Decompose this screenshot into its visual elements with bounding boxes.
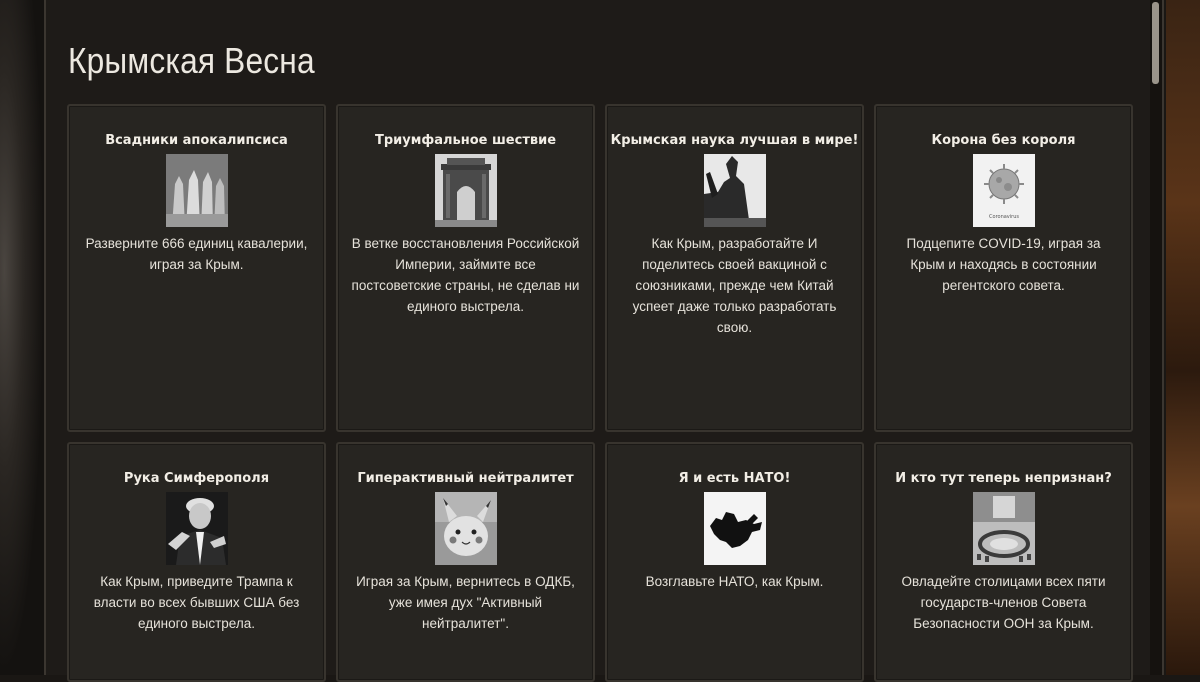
scrollbar-track[interactable]	[1150, 0, 1162, 675]
un-council-chamber-icon	[973, 492, 1035, 565]
pointing-man-icon	[166, 492, 228, 565]
achievement-card[interactable]	[874, 104, 1133, 432]
icon-caption: Coronavirus	[988, 214, 1019, 220]
achievement-title: Рука Симферополя	[123, 471, 270, 486]
achievement-description: Как Крым, приведите Трампа к власти во всех бывших США без единого выстрела.	[93, 574, 300, 631]
achievement-title: Я и есть НАТО!	[678, 471, 791, 486]
triumphal-arch-icon	[435, 154, 497, 227]
achievements-grid	[67, 104, 1135, 675]
achievement-description: В ветке восстановления Российской Империи, займите все постсоветские страны, не сделав ни единого выстрела.	[351, 236, 580, 314]
achievement-card[interactable]	[605, 442, 864, 682]
achievement-description: Подцепите COVID-19, играя за Крым и находясь в состоянии регентского совета.	[906, 236, 1101, 293]
achievement-title: Всадники апокалипсиса	[105, 133, 288, 148]
page-title: Крымская Весна	[68, 40, 315, 81]
achievement-card[interactable]	[336, 104, 595, 432]
achievement-description: Возглавьте НАТО, как Крым.	[645, 574, 824, 589]
achievement-title: Гиперактивный нейтралитет	[357, 471, 574, 486]
achievement-card[interactable]	[874, 442, 1133, 682]
background-left-art	[0, 0, 44, 675]
pikachu-icon	[435, 492, 497, 565]
crimea-map-icon	[704, 492, 766, 565]
scrollbar-thumb[interactable]	[1152, 2, 1159, 84]
achievement-card[interactable]	[605, 104, 864, 432]
achievements-panel	[44, 0, 1164, 675]
coronavirus-icon	[973, 154, 1035, 227]
achievement-description: Как Крым, разработайте И поделитесь своей вакциной с союзниками, прежде чем Китай успеет даже только разработать свою.	[632, 236, 837, 335]
achievement-title: Крымская наука лучшая в мире!	[610, 133, 859, 148]
horsemen-statue-icon	[166, 154, 228, 227]
achievement-title: Корона без короля	[931, 133, 1076, 148]
achievement-description: Разверните 666 единиц кавалерии, играя за Крым.	[85, 236, 308, 272]
achievement-description: Овладейте столицами всех пяти государств-членов Совета Безопасности ООН за Крым.	[901, 574, 1106, 631]
achievement-card[interactable]	[67, 442, 326, 682]
achievement-card[interactable]	[67, 104, 326, 432]
achievement-title: И кто тут теперь непризнан?	[895, 471, 1112, 486]
achievement-title: Триумфальное шествие	[374, 133, 557, 148]
achievement-description: Играя за Крым, вернитесь в ОДКБ, уже имея дух "Активный нейтралитет".	[356, 574, 575, 631]
scientist-statue-icon	[704, 154, 766, 227]
achievement-card[interactable]	[336, 442, 595, 682]
background-right-art	[1166, 0, 1200, 675]
